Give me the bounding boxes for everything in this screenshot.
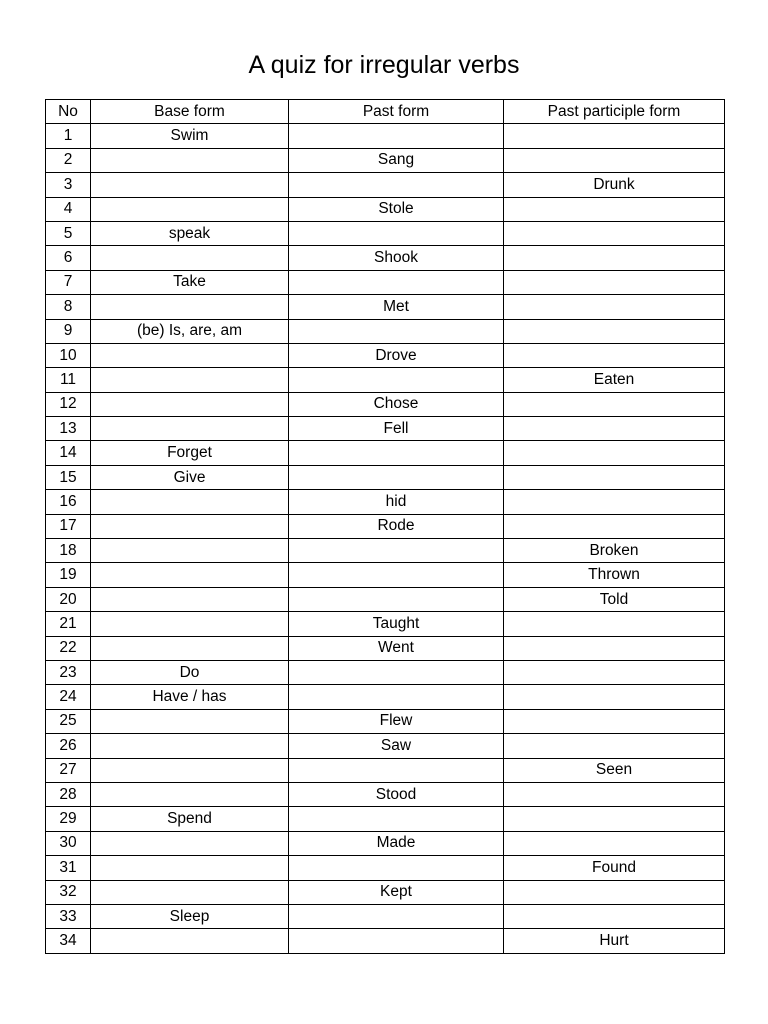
table-row xyxy=(46,417,725,441)
table-row xyxy=(46,148,725,172)
past-participle-cell xyxy=(504,660,725,684)
row-number-cell: 31 xyxy=(46,856,91,880)
past-participle-cell xyxy=(504,807,725,831)
header-no: No xyxy=(46,100,91,124)
table-row xyxy=(46,539,725,563)
past-form-cell xyxy=(289,758,504,782)
base-form-cell xyxy=(91,856,289,880)
past-form-cell xyxy=(289,221,504,245)
table-row xyxy=(46,929,725,953)
base-form-cell: Spend xyxy=(91,807,289,831)
table-row xyxy=(46,392,725,416)
past-form-cell xyxy=(289,587,504,611)
row-number-cell: 11 xyxy=(46,368,91,392)
past-form-cell xyxy=(289,539,504,563)
past-participle-cell xyxy=(504,709,725,733)
base-form-cell xyxy=(91,490,289,514)
past-participle-cell: Thrown xyxy=(504,563,725,587)
header-past-participle-form: Past participle form xyxy=(504,100,725,124)
past-participle-cell: Hurt xyxy=(504,929,725,953)
base-form-cell: Take xyxy=(91,270,289,294)
past-form-cell: Flew xyxy=(289,709,504,733)
table-row xyxy=(46,807,725,831)
row-number-cell: 15 xyxy=(46,465,91,489)
header-past-form: Past form xyxy=(289,100,504,124)
row-number-cell: 14 xyxy=(46,441,91,465)
past-participle-cell xyxy=(504,197,725,221)
table-row xyxy=(46,368,725,392)
base-form-cell xyxy=(91,831,289,855)
past-form-cell xyxy=(289,904,504,928)
past-form-cell: Drove xyxy=(289,343,504,367)
base-form-cell: Sleep xyxy=(91,904,289,928)
table-row xyxy=(46,709,725,733)
table-row xyxy=(46,904,725,928)
past-participle-cell xyxy=(504,295,725,319)
row-number-cell: 17 xyxy=(46,514,91,538)
past-participle-cell: Seen xyxy=(504,758,725,782)
past-participle-cell xyxy=(504,221,725,245)
past-form-cell: Made xyxy=(289,831,504,855)
base-form-cell: Do xyxy=(91,660,289,684)
verb-quiz-table xyxy=(45,99,725,954)
base-form-cell xyxy=(91,246,289,270)
table-row xyxy=(46,319,725,343)
past-form-cell: Kept xyxy=(289,880,504,904)
base-form-cell xyxy=(91,734,289,758)
table-row xyxy=(46,221,725,245)
past-form-cell xyxy=(289,929,504,953)
past-participle-cell xyxy=(504,490,725,514)
table-row xyxy=(46,270,725,294)
base-form-cell: Swim xyxy=(91,124,289,148)
past-participle-cell: Eaten xyxy=(504,368,725,392)
row-number-cell: 19 xyxy=(46,563,91,587)
past-participle-cell xyxy=(504,636,725,660)
past-participle-cell: Drunk xyxy=(504,173,725,197)
base-form-cell xyxy=(91,392,289,416)
row-number-cell: 25 xyxy=(46,709,91,733)
row-number-cell: 23 xyxy=(46,660,91,684)
past-form-cell: Saw xyxy=(289,734,504,758)
past-form-cell: hid xyxy=(289,490,504,514)
table-row xyxy=(46,782,725,806)
table-row xyxy=(46,465,725,489)
past-form-cell xyxy=(289,685,504,709)
table-row xyxy=(46,587,725,611)
past-participle-cell xyxy=(504,904,725,928)
base-form-cell xyxy=(91,514,289,538)
header-base-form: Base form xyxy=(91,100,289,124)
past-participle-cell xyxy=(504,319,725,343)
row-number-cell: 22 xyxy=(46,636,91,660)
past-form-cell xyxy=(289,807,504,831)
row-number-cell: 34 xyxy=(46,929,91,953)
past-participle-cell xyxy=(504,685,725,709)
table-row xyxy=(46,856,725,880)
past-form-cell: Stole xyxy=(289,197,504,221)
past-participle-cell xyxy=(504,124,725,148)
base-form-cell xyxy=(91,636,289,660)
past-participle-cell: Told xyxy=(504,587,725,611)
table-row xyxy=(46,441,725,465)
table-header-row xyxy=(46,100,725,124)
past-participle-cell xyxy=(504,417,725,441)
base-form-cell xyxy=(91,368,289,392)
base-form-cell xyxy=(91,929,289,953)
row-number-cell: 21 xyxy=(46,612,91,636)
past-form-cell: Sang xyxy=(289,148,504,172)
row-number-cell: 32 xyxy=(46,880,91,904)
past-form-cell: Chose xyxy=(289,392,504,416)
past-form-cell: Went xyxy=(289,636,504,660)
base-form-cell xyxy=(91,539,289,563)
table-row xyxy=(46,295,725,319)
base-form-cell xyxy=(91,587,289,611)
past-form-cell xyxy=(289,173,504,197)
base-form-cell xyxy=(91,417,289,441)
row-number-cell: 9 xyxy=(46,319,91,343)
past-participle-cell xyxy=(504,392,725,416)
base-form-cell xyxy=(91,563,289,587)
row-number-cell: 8 xyxy=(46,295,91,319)
row-number-cell: 28 xyxy=(46,782,91,806)
table-row xyxy=(46,563,725,587)
row-number-cell: 18 xyxy=(46,539,91,563)
base-form-cell xyxy=(91,709,289,733)
row-number-cell: 26 xyxy=(46,734,91,758)
row-number-cell: 13 xyxy=(46,417,91,441)
base-form-cell xyxy=(91,148,289,172)
row-number-cell: 12 xyxy=(46,392,91,416)
past-participle-cell xyxy=(504,148,725,172)
base-form-cell xyxy=(91,197,289,221)
past-participle-cell xyxy=(504,514,725,538)
base-form-cell xyxy=(91,173,289,197)
row-number-cell: 5 xyxy=(46,221,91,245)
table-row xyxy=(46,173,725,197)
past-form-cell xyxy=(289,368,504,392)
past-form-cell: Fell xyxy=(289,417,504,441)
base-form-cell: Give xyxy=(91,465,289,489)
past-form-cell xyxy=(289,319,504,343)
past-participle-cell: Found xyxy=(504,856,725,880)
row-number-cell: 24 xyxy=(46,685,91,709)
row-number-cell: 7 xyxy=(46,270,91,294)
base-form-cell: (be) Is, are, am xyxy=(91,319,289,343)
past-form-cell xyxy=(289,465,504,489)
past-participle-cell xyxy=(504,831,725,855)
row-number-cell: 27 xyxy=(46,758,91,782)
past-participle-cell xyxy=(504,246,725,270)
row-number-cell: 2 xyxy=(46,148,91,172)
table-row xyxy=(46,124,725,148)
page-title: A quiz for irregular verbs xyxy=(248,51,520,79)
table-row xyxy=(46,660,725,684)
base-form-cell: speak xyxy=(91,221,289,245)
row-number-cell: 10 xyxy=(46,343,91,367)
row-number-cell: 30 xyxy=(46,831,91,855)
row-number-cell: 3 xyxy=(46,173,91,197)
past-participle-cell xyxy=(504,734,725,758)
past-form-cell xyxy=(289,563,504,587)
past-participle-cell xyxy=(504,782,725,806)
past-participle-cell xyxy=(504,343,725,367)
past-form-cell xyxy=(289,856,504,880)
table-row xyxy=(46,246,725,270)
table-row xyxy=(46,685,725,709)
table-row xyxy=(46,197,725,221)
base-form-cell xyxy=(91,612,289,636)
base-form-cell xyxy=(91,295,289,319)
past-participle-cell xyxy=(504,465,725,489)
table-row xyxy=(46,343,725,367)
past-participle-cell xyxy=(504,441,725,465)
past-form-cell xyxy=(289,124,504,148)
table-row xyxy=(46,514,725,538)
row-number-cell: 20 xyxy=(46,587,91,611)
base-form-cell: Have / has xyxy=(91,685,289,709)
past-form-cell: Met xyxy=(289,295,504,319)
table-row xyxy=(46,734,725,758)
base-form-cell: Forget xyxy=(91,441,289,465)
table-row xyxy=(46,636,725,660)
table-row xyxy=(46,831,725,855)
past-form-cell: Taught xyxy=(289,612,504,636)
base-form-cell xyxy=(91,880,289,904)
table-row xyxy=(46,758,725,782)
past-form-cell: Rode xyxy=(289,514,504,538)
past-participle-cell xyxy=(504,612,725,636)
row-number-cell: 4 xyxy=(46,197,91,221)
past-participle-cell xyxy=(504,270,725,294)
past-form-cell xyxy=(289,441,504,465)
past-form-cell xyxy=(289,270,504,294)
row-number-cell: 29 xyxy=(46,807,91,831)
base-form-cell xyxy=(91,758,289,782)
row-number-cell: 1 xyxy=(46,124,91,148)
table-row xyxy=(46,612,725,636)
table-row xyxy=(46,490,725,514)
row-number-cell: 6 xyxy=(46,246,91,270)
table-row xyxy=(46,880,725,904)
table-body xyxy=(46,124,725,953)
row-number-cell: 16 xyxy=(46,490,91,514)
row-number-cell: 33 xyxy=(46,904,91,928)
past-participle-cell xyxy=(504,880,725,904)
base-form-cell xyxy=(91,782,289,806)
past-form-cell: Stood xyxy=(289,782,504,806)
past-form-cell: Shook xyxy=(289,246,504,270)
base-form-cell xyxy=(91,343,289,367)
past-participle-cell: Broken xyxy=(504,539,725,563)
past-form-cell xyxy=(289,660,504,684)
